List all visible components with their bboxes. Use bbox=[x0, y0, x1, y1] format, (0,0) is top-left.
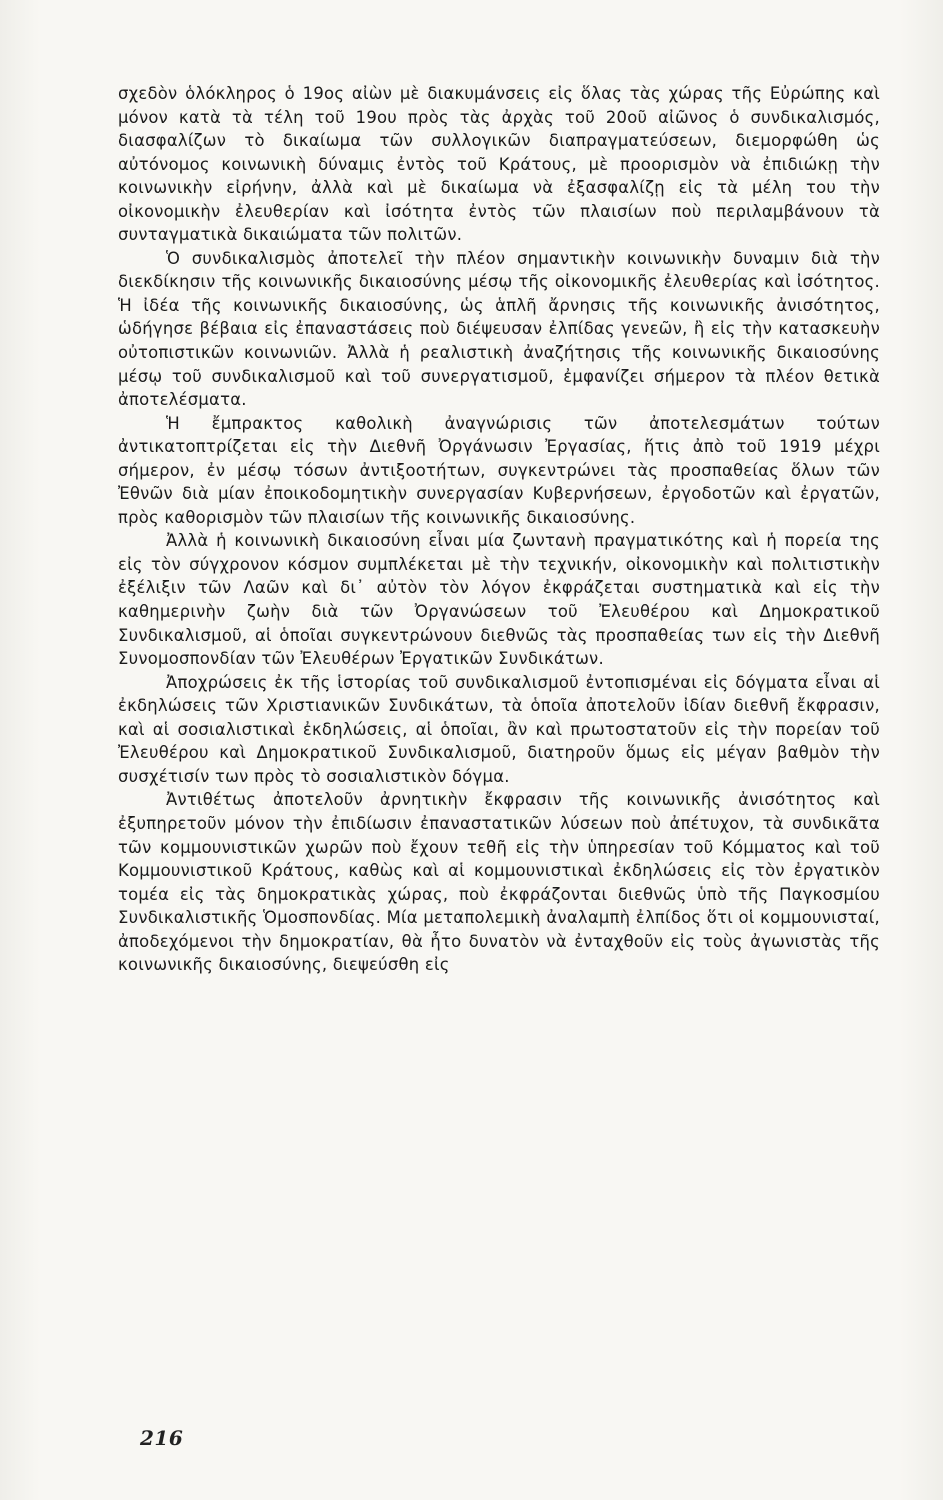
paragraph: Ἀποχρώσεις ἐκ τῆς ἱστορίας τοῦ συνδικαλισμοῦ ἐντοπισμέναι εἰς δόγματα εἶναι αἱ ἐκδηλώσεις τῶν Χριστιανικῶν Συνδικάτων, τὰ ὁποῖα ἀποτελοῦν ἰδίαν διεθνῆ ἔκφρασιν, καὶ αἱ σοσιαλιστικαὶ ἐκδηλώσεις, αἱ ὁποῖαι, ἂν καὶ πρωτοστατοῦν εἰς τὴν πορείαν τοῦ Ἐλευθέρου καὶ Δημοκρατικοῦ Συνδικαλισμοῦ, διατηροῦν ὅμως εἰς μέγαν βαθμὸν τὴν συσχέτισίν των πρὸς τὸ σοσιαλιστικὸν δόγμα. bbox=[118, 672, 880, 786]
paragraph-continued: σχεδὸν ὁλόκληρος ὁ 19ος αἰὼν μὲ διακυμάνσεις εἰς ὅλας τὰς χώρας τῆς Εὐρώπης καὶ μόνον κατὰ τὰ τέλη τοῦ 19ου πρὸς τὰς ἀρχὰς τοῦ 20οῦ αἰῶνος ὁ συνδικαλισμός, διασφαλίζων τὸ δικαίωμα τῶν συλλογικῶν διαπραγματεύσεων, διεμορφώθη ὡς αὐτόνομος κοινωνικὴ δύναμις ἐντὸς τοῦ Κράτους, μὲ προορισμὸν νὰ ἐπιδιώκῃ τὴν κοινωνικὴν εἰρήνην, ἀλλὰ καὶ μὲ δικαίωμα νὰ ἐξασφαλίζῃ εἰς τὰ μέλη του τὴν οἰκονομικὴν ἐλευθερίαν καὶ ἰσότητα ἐντὸς τῶν πλαισίων ποὺ περιλαμβάνουν τὰ συνταγματικὰ δικαιώματα τῶν πολιτῶν. bbox=[118, 84, 880, 245]
body-text bbox=[118, 82, 880, 977]
paragraph: Ἀντιθέτως ἀποτελοῦν ἀρνητικὴν ἔκφρασιν τῆς κοινωνικῆς ἀνισότητος καὶ ἐξυπηρετοῦν μόνον τὴν ἐπιδίωσιν ἐπαναστατικῶν λύσεων ποὺ ἀπέτυχον, τὰ συνδικᾶτα τῶν κομμουνιστικῶν χωρῶν ποὺ ἔχουν τεθῆ εἰς τὴν ὑπηρεσίαν τοῦ Κόμματος καὶ τοῦ Κομμουνιστικοῦ Κράτους, καθὼς καὶ αἱ κομμουνιστικαὶ ἐκδηλώσεις εἰς τὸν ἐργατικὸν τομέα εἰς τὰς δημοκρατικὰς χώρας, ποὺ ἐκφράζονται διεθνῶς ὑπὸ τῆς Παγκοσμίου Συνδικαλιστικῆς Ὁμοσπονδίας. Μία μεταπολεμικὴ ἀναλαμπὴ ἐλπίδος ὅτι οἱ κομμουνισταί, ἀποδεχόμενοι τὴν δημοκρατίαν, θὰ ἦτο δυνατὸν νὰ ἐνταχθοῦν εἰς τοὺς ἀγωνιστὰς τῆς κοινωνικῆς δικαιοσύνης, διεψεύσθη εἰς bbox=[118, 790, 880, 975]
paragraph: Ἀλλὰ ἡ κοινωνικὴ δικαιοσύνη εἶναι μία ζωντανὴ πραγματικότης καὶ ἡ πορεία της εἰς τὸν σύγχρονον κόσμον συμπλέκεται μὲ τὴν τεχνικήν, οἰκονομικὴν καὶ πολιτιστικὴν ἐξέλιξιν τῶν Λαῶν καὶ δι᾽ αὐτὸν τὸν λόγον ἐκφράζεται συστηματικὰ καὶ εἰς τὴν καθημερινὴν ζωὴν διὰ τῶν Ὀργανώσεων τοῦ Ἐλευθέρου καὶ Δημοκρατικοῦ Συνδικαλισμοῦ, αἱ ὁποῖαι συγκεντρώνουν διεθνῶς τὰς προσπαθείας των εἰς τὴν Διεθνῆ Συνομοσπονδίαν τῶν Ἐλευθέρων Ἐργατικῶν Συνδικάτων. bbox=[118, 531, 880, 669]
paragraph: Ἡ ἔμπρακτος καθολικὴ ἀναγνώρισις τῶν ἀποτελεσμάτων τούτων ἀντικατοπτρίζεται εἰς τὴν Διεθνῆ Ὀργάνωσιν Ἐργασίας, ἥτις ἀπὸ τοῦ 1919 μέχρι σήμερον, ἐν μέσῳ τόσων ἀντιξοοτήτων, συγκεντρώνει τὰς προσπαθείας ὅλων τῶν Ἐθνῶν διὰ μίαν ἐποικοδομητικὴν συνεργασίαν Κυβερνήσεων, ἐργοδοτῶν καὶ ἐργατῶν, πρὸς καθορισμὸν τῶν πλαισίων τῆς κοινωνικῆς δικαιοσύνης. bbox=[118, 413, 880, 527]
paragraph: Ὁ συνδικαλισμὸς ἀποτελεῖ τὴν πλέον σημαντικὴν κοινωνικὴν δυναμιν διὰ τὴν διεκδίκησιν τῆς κοινωνικῆς δικαιοσύνης μέσῳ τῆς οἰκονομικῆς ἐλευθερίας καὶ ἰσότητος. Ἡ ἰδέα τῆς κοινωνικῆς δικαιοσύνης, ὡς ἁπλῆ ἄρνησις τῆς κοινωνικῆς ἀνισότητος, ὡδήγησε βέβαια εἰς ἐπαναστάσεις ποὺ διέψευσαν ἐλπίδας γενεῶν, ἢ εἰς τὴν κατασκευὴν οὐτοπιστικῶν κοινωνιῶν. Ἀλλὰ ἡ ρεαλιστικὴ ἀναζήτησις τῆς κοινωνικῆς δικαιοσύνης μέσῳ τοῦ συνδικαλισμοῦ καὶ τοῦ συνεργατισμοῦ, ἐμφανίζει σήμερον τὰ πλέον θετικὰ ἀποτελέσματα. bbox=[118, 248, 880, 410]
page-number: 216 bbox=[140, 1426, 184, 1450]
